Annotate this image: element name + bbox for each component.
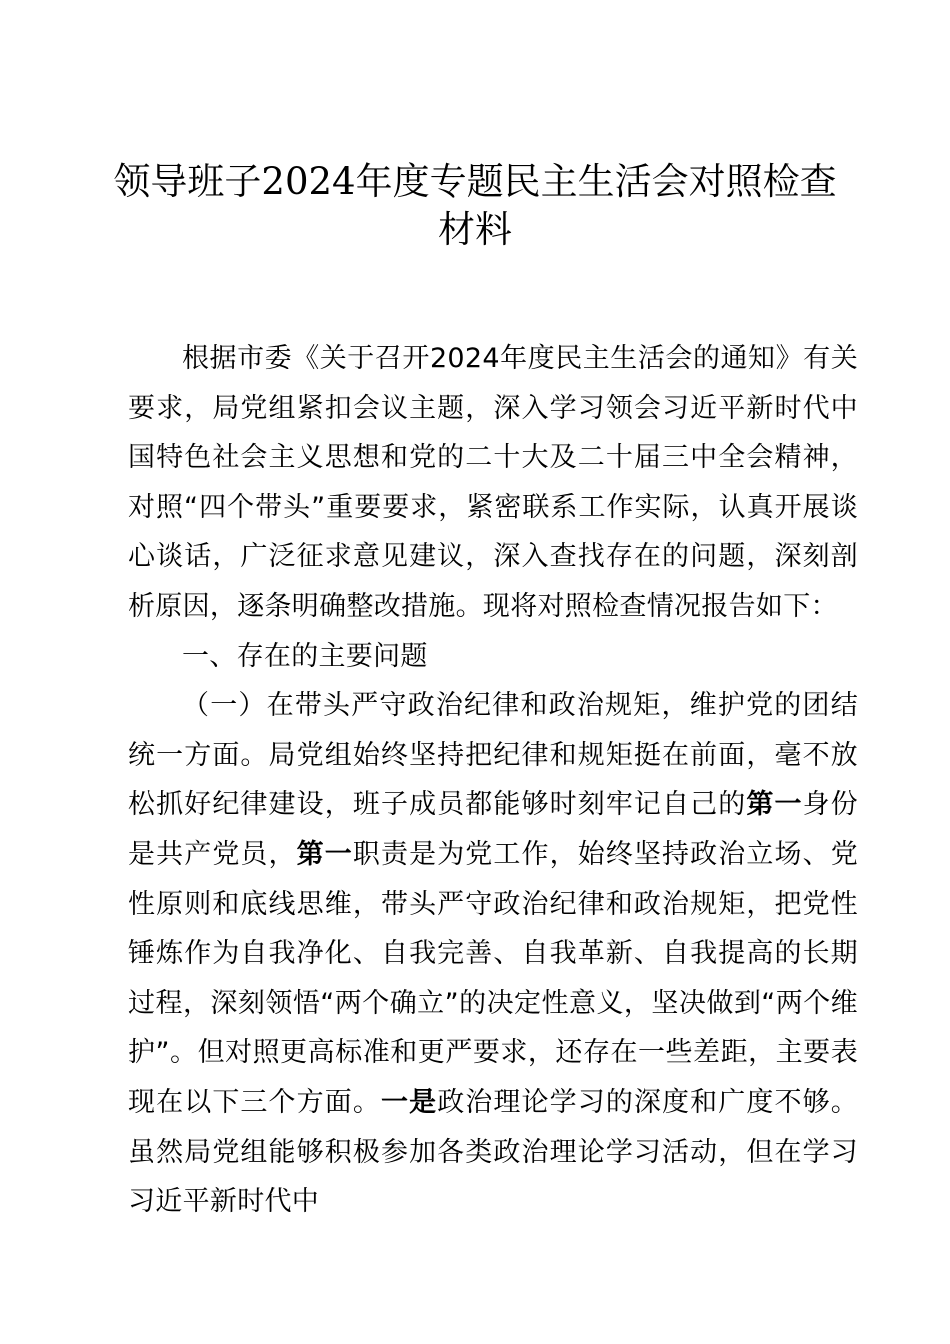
section-heading-problems: 一、存在的主要问题 [182,640,428,672]
paragraph-text: 职责是为党工作，始终坚持政治立场、党性原则和底线思维，带头严守政治纪律和政治规矩，把党性锤炼作为自我净化、自我完善、自我革新、自我提高的长期过程，深刻领悟“两个确立”的决定性意义，坚决做到“两个维护”。但对照更高标准和更严要求，还存在一些差距，主要表现在以下三个方面。 [128,838,858,1118]
title-line-2: 材料 [438,208,512,251]
paragraph-political-discipline [128,681,858,1227]
document-body [128,334,858,1227]
paragraph-text: 身份是共产党员， [128,789,858,870]
paragraph-text: （一）在带头严守政治纪律和政治规矩，维护党的团结统一方面。局党组始终坚持把纪律和规矩挺在前面，毫不放松抓好纪律建设，班子成员都能够时刻牢记自己的 [128,690,858,821]
bold-emphasis: 一是 [380,1086,438,1118]
title-line-1: 领导班子2024年度专题民主生活会对照检查 [113,160,837,203]
intro-paragraph: 根据市委《关于召开2024年度民主生活会的通知》有关要求，局党组紧扣会议主题，深入学习领会习近平新时代中国特色社会主义思想和党的二十大及二十届三中全会精神，对照“四个带头”重要要求，紧密联系工作实际，认真开展谈心谈话，广泛征求意见建议，深入查找存在的问题，深刻剖析原因，逐条明确整改措施。现将对照检查情况报告如下： [128,343,858,622]
paragraph-text: 政治理论学习的深度和广度不够。虽然局党组能够积极参加各类政治理论学习活动，但在学习习近平新时代中 [128,1086,858,1218]
bold-emphasis: 第一 [746,789,803,821]
document-title [60,158,890,254]
bold-emphasis: 第一 [296,838,353,870]
